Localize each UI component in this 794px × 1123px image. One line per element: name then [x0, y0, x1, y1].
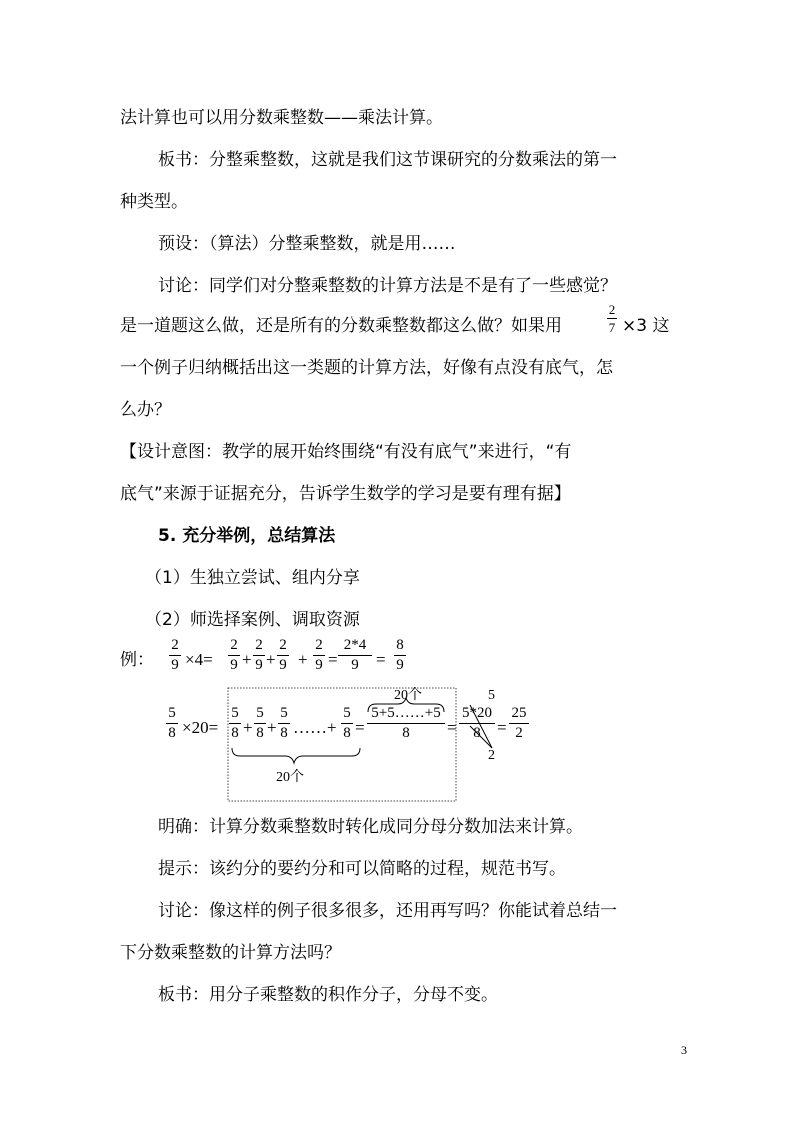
fraction-bar — [278, 723, 290, 724]
fraction — [254, 706, 266, 741]
fraction-denominator: 9 — [255, 657, 263, 673]
operator: = — [355, 718, 365, 737]
fraction-denominator: 8 — [231, 725, 239, 741]
text-line: 板书：用分子乘整数的积作分子，分母不变。 — [158, 985, 498, 1005]
operator: ……+ — [293, 718, 337, 737]
fraction-bar — [229, 723, 241, 724]
fraction-numerator: 2 — [279, 637, 287, 653]
text-line: 法计算也可以用分数乘整数——乘法计算。 — [120, 108, 443, 128]
fraction-bar — [254, 723, 266, 724]
fraction-denominator: 8 — [473, 725, 481, 741]
text-line: 讨论：像这样的例子很多很多，还用再写吗？你能试着总结一 — [158, 901, 617, 921]
reduced-numerator: 5 — [488, 688, 495, 703]
fraction-denominator: 8 — [256, 725, 264, 741]
fraction-numerator: 8 — [396, 637, 404, 653]
section-heading: 5. 充分举例，总结算法 — [158, 526, 336, 546]
fraction-denominator: 9 — [279, 657, 287, 673]
fraction-numerator: 5 — [280, 705, 288, 721]
text-line: 么办？ — [120, 400, 171, 420]
text-line: 明确：计算分数乘整数时转化成同分母分数加法来计算。 — [158, 817, 583, 837]
fraction-numerator: 5 — [256, 705, 264, 721]
fraction — [341, 706, 353, 741]
operator: ×4= — [185, 650, 213, 669]
text-line: 【设计意图：教学的展开始终围绕“有没有底气”来进行，“有 — [120, 442, 572, 462]
fraction-denominator: 8 — [168, 725, 176, 741]
fraction-bar — [367, 723, 445, 724]
fraction-numerator: 2 — [171, 637, 179, 653]
fraction-denominator: 8 — [402, 725, 410, 741]
fraction-denominator: 9 — [230, 657, 238, 673]
operator: + — [266, 650, 276, 669]
fraction-denominator: 8 — [280, 725, 288, 741]
fraction-numerator: 2 — [315, 637, 323, 653]
fraction-numerator: 2*4 — [343, 637, 367, 653]
text-line: ×3 这 — [622, 316, 670, 336]
fraction-numerator: 5+5……+5 — [371, 705, 441, 721]
count-label-top: 20个 — [394, 688, 422, 703]
fraction-numerator: 2 — [255, 637, 263, 653]
reduced-denominator: 2 — [488, 748, 495, 763]
text-line: （1）生独立尝试、组内分享 — [145, 568, 360, 588]
operator: = — [447, 718, 457, 737]
fraction-denominator: 9 — [396, 657, 404, 673]
fraction-numerator: 2 — [230, 637, 238, 653]
operator: = — [497, 718, 507, 737]
text-line: 是一道题这么做，还是所有的分数乘整数都这么做？如果用 — [120, 316, 562, 336]
fraction-bar — [509, 723, 529, 724]
count-label-bottom: 20个 — [276, 770, 304, 785]
operator: ×20= — [182, 718, 219, 737]
page-number: 3 — [681, 1043, 687, 1057]
text-line: 提示：该约分的要约分和可以简略的过程，规范书写。 — [158, 859, 566, 879]
text-line: （2）师选择案例、调取资源 — [145, 610, 360, 630]
fraction-numerator: 5 — [168, 705, 176, 721]
fraction-denominator: 8 — [343, 725, 351, 741]
fraction-bar — [459, 723, 495, 724]
fraction-numerator: 5*20 — [462, 705, 492, 721]
fraction-numerator: 2 — [608, 302, 616, 317]
text-line: 底气”来源于证据充分，告诉学生数学的学习是要有理有据】 — [120, 484, 571, 504]
operator: = — [376, 650, 386, 669]
text-line: 板书：分整乘整数，这就是我们这节课研究的分数乘法的第一 — [158, 150, 617, 170]
operator: + — [298, 650, 308, 669]
operator: + — [267, 718, 277, 737]
text-line: 种类型。 — [120, 192, 188, 212]
fraction-bar — [166, 723, 178, 724]
text-line: 讨论：同学们对分整乘整数的计算方法是不是有了一些感觉？ — [158, 276, 617, 296]
fraction — [229, 706, 241, 741]
fraction — [278, 706, 290, 741]
text-line: 预设：（算法）分整乘整数，就是用…… — [158, 234, 456, 254]
text-line: 下分数乘整数的计算方法吗？ — [120, 943, 341, 963]
fraction-numerator: 5 — [231, 705, 239, 721]
example-label: 例： — [120, 650, 154, 670]
fraction — [459, 706, 495, 741]
fraction-denominator: 9 — [351, 657, 359, 673]
text-line: 一个例子归纳概括出这一类题的计算方法，好像有点没有底气，怎 — [120, 358, 613, 378]
fraction — [166, 706, 178, 741]
operator: + — [242, 650, 252, 669]
operator: = — [328, 650, 338, 669]
fraction-denominator: 9 — [171, 657, 179, 673]
fraction — [367, 706, 445, 741]
operator: + — [243, 718, 253, 737]
fraction — [509, 706, 529, 741]
fraction-denominator: 7 — [608, 320, 616, 335]
fraction-numerator: 25 — [511, 705, 527, 721]
fraction-denominator: 2 — [515, 725, 523, 741]
fraction-numerator: 5 — [343, 705, 351, 721]
fraction-denominator: 9 — [315, 657, 323, 673]
fraction-bar — [341, 723, 353, 724]
